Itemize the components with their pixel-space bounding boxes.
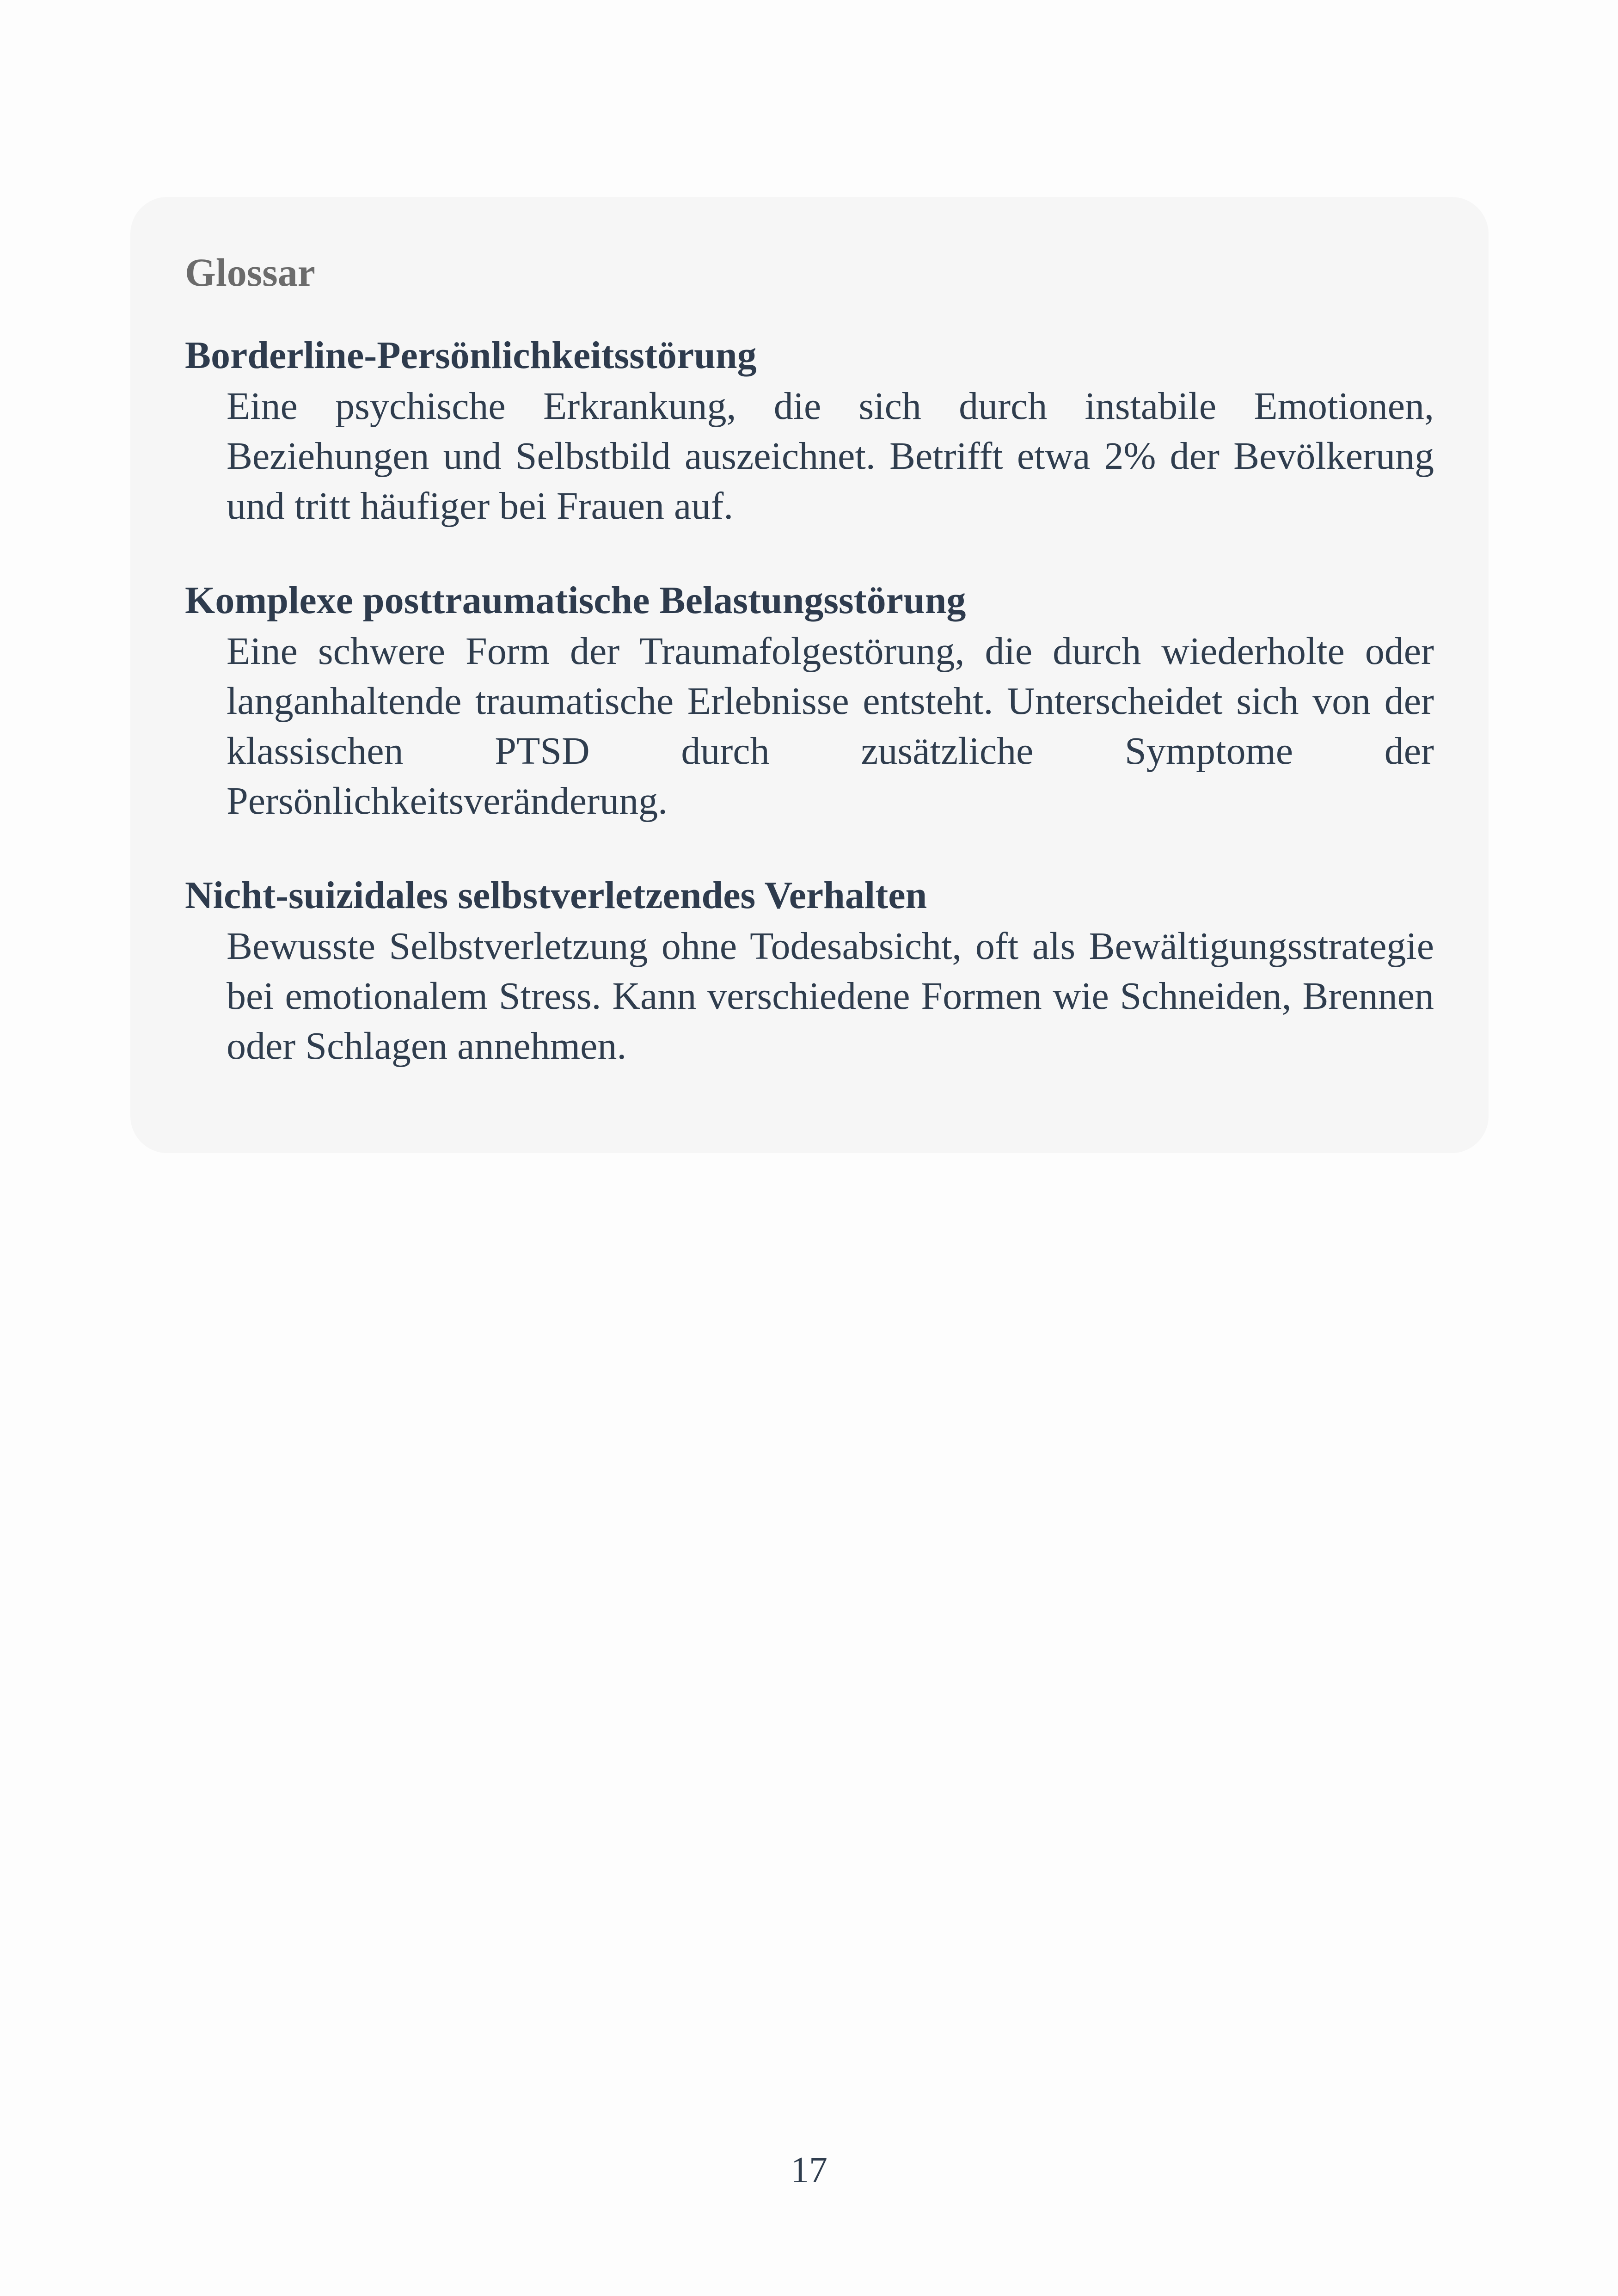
glossary-term: Komplexe posttraumatische Belastungsstörung xyxy=(185,579,966,622)
glossary-definition: Eine psychische Erkrankung, die sich durch instabile Emotionen, Beziehungen und Selbstbild auszeichnet. Betrifft etwa 2% der Bevölkerung und tritt häufiger bei Frauen auf. xyxy=(227,385,1434,528)
glossary-term: Nicht-suizidales selbstverletzendes Verhalten xyxy=(185,874,927,917)
glossary-entry-nssi xyxy=(185,876,1434,1071)
glossary-title: Glossar xyxy=(185,250,315,295)
page-number: 17 xyxy=(791,2150,827,2191)
glossary-term: Borderline-Persönlichkeitsstörung xyxy=(185,334,757,377)
glossary-box xyxy=(130,197,1489,1153)
glossary-entry-complex-ptsd xyxy=(185,581,1434,826)
glossary-definition: Eine schwere Form der Traumafolgestörung, die durch wiederholte oder langanhaltende traumatische Erlebnisse entsteht. Unterscheidet sich von der klassischen PTSD durch zusätzliche Symptome der Persönlichkeitsveränderung. xyxy=(227,630,1434,823)
glossary-entry-borderline xyxy=(185,336,1434,531)
glossary-definition: Bewusste Selbstverletzung ohne Todesabsicht, oft als Bewältigungsstrategie bei emotionalem Stress. Kann verschiedene Formen wie Schneiden, Brennen oder Schlagen annehmen. xyxy=(227,925,1434,1068)
